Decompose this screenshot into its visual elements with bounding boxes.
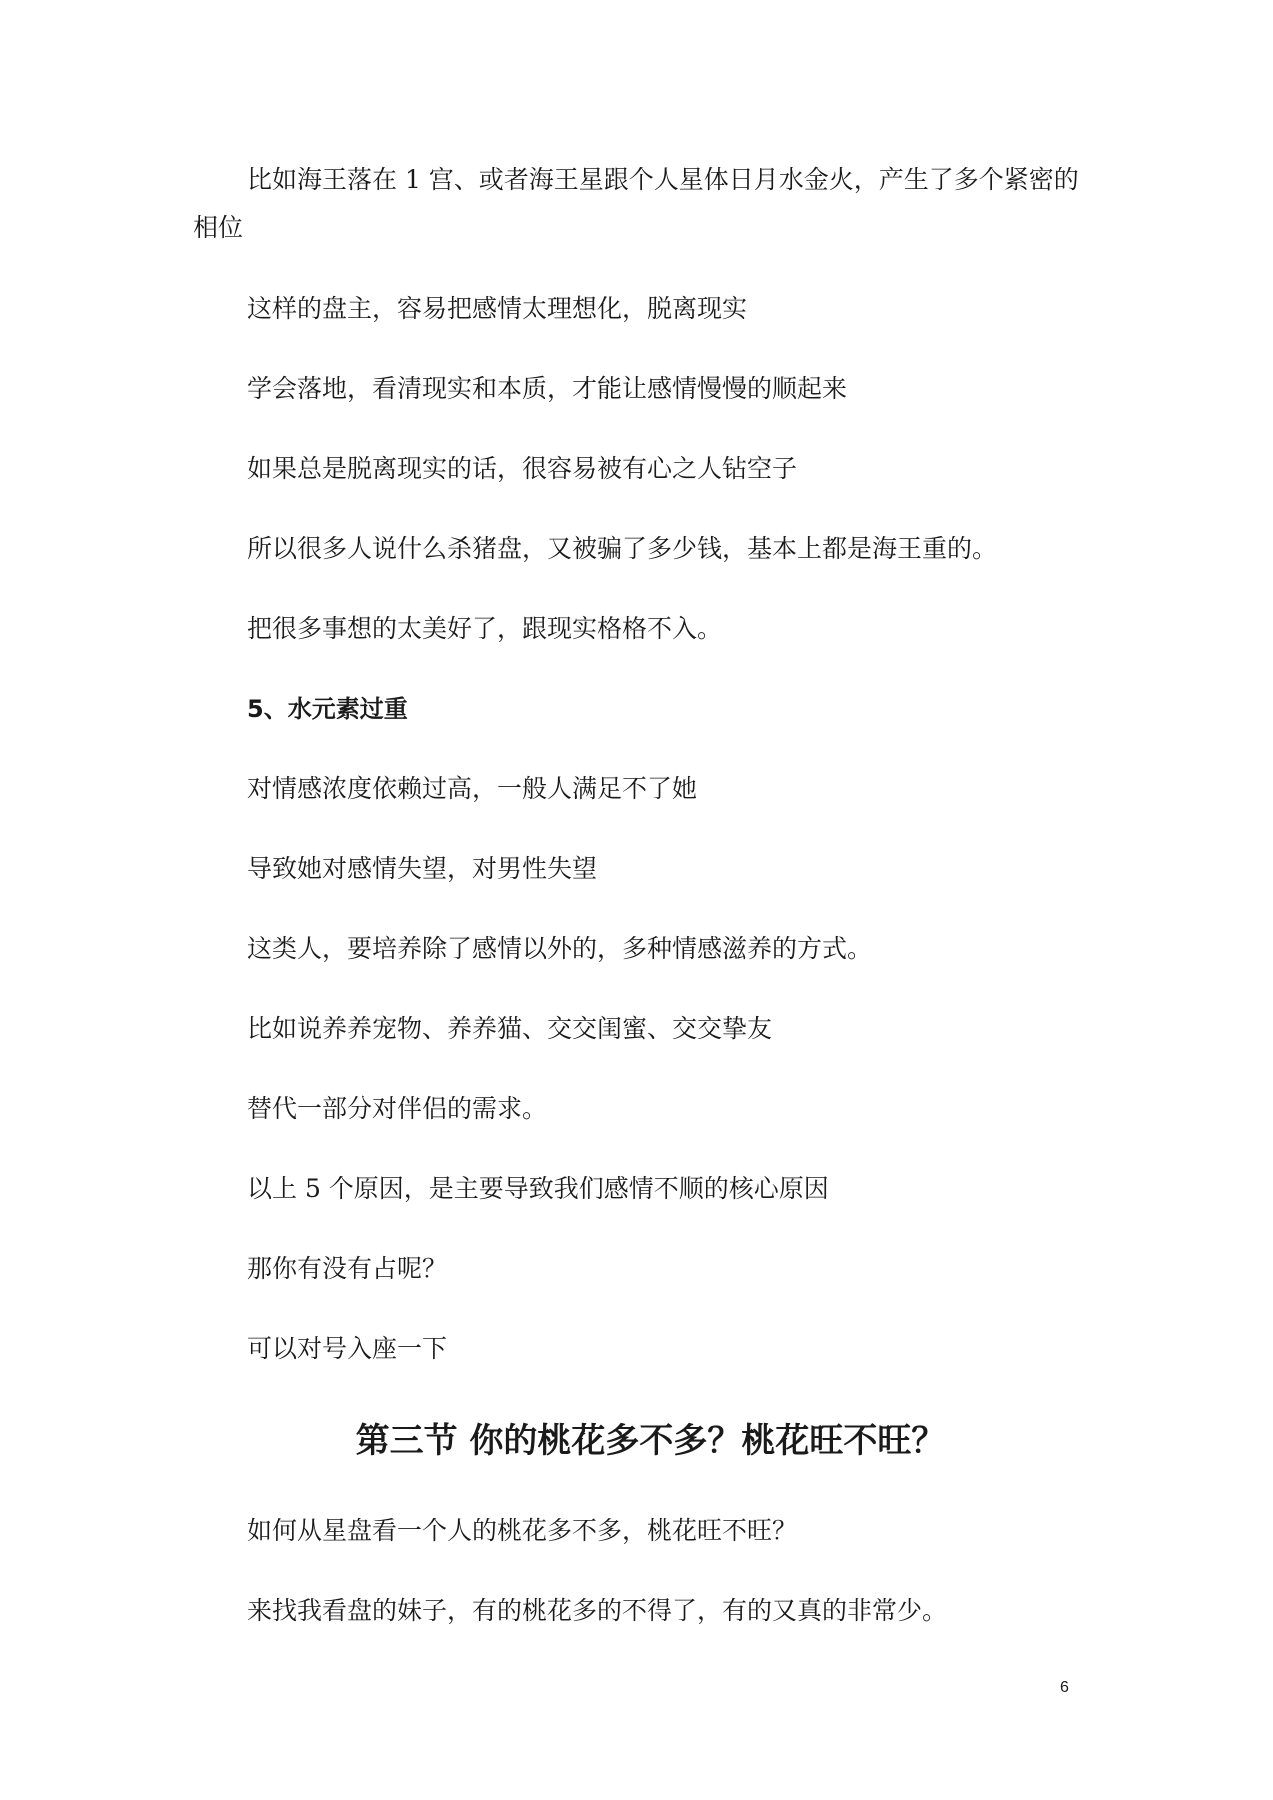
paragraph-text: 所以很多人说什么杀猪盘，又被骗了多少钱，基本上都是海王重的。 — [247, 534, 998, 563]
paragraph-text: 把很多事想的太美好了，跟现实格格不入。 — [247, 614, 723, 643]
paragraph-text: 对情感浓度依赖过高，一般人满足不了她 — [247, 774, 698, 803]
subheading: 5、水元素过重 — [247, 695, 408, 723]
paragraph-text: 如何从星盘看一个人的桃花多不多，桃花旺不旺？ — [247, 1516, 798, 1545]
paragraph-text: 这样的盘主，容易把感情太理想化，脱离现实 — [247, 294, 748, 323]
paragraph-text: 来找我看盘的妹子，有的桃花多的不得了，有的又真的非常少。 — [247, 1596, 948, 1625]
paragraph-text: 那你有没有占呢？ — [247, 1254, 448, 1283]
section-title: 第三节 你的桃花多不多？桃花旺不旺？ — [355, 1421, 946, 1461]
paragraph-text: 替代一部分对伴侣的需求。 — [247, 1094, 548, 1123]
paragraph-text: 以上 5 个原因，是主要导致我们感情不顺的核心原因 — [247, 1174, 829, 1203]
paragraph-text: 相位 — [193, 213, 244, 242]
page-number: 6 — [1060, 1679, 1069, 1696]
paragraph-text: 导致她对感情失望，对男性失望 — [247, 854, 598, 883]
paragraph-text: 可以对号入座一下 — [247, 1334, 448, 1363]
paragraph-text: 比如海王落在 1 宫、或者海王星跟个人星体日月水金火，产生了多个紧密的 — [247, 165, 1079, 194]
paragraph-text: 比如说养养宠物、养养猫、交交闺蜜、交交挚友 — [247, 1014, 773, 1043]
paragraph-text: 如果总是脱离现实的话，很容易被有心之人钻空子 — [247, 454, 798, 483]
paragraph-text: 这类人，要培养除了感情以外的，多种情感滋养的方式。 — [247, 934, 873, 963]
paragraph-text: 学会落地，看清现实和本质，才能让感情慢慢的顺起来 — [247, 374, 848, 403]
